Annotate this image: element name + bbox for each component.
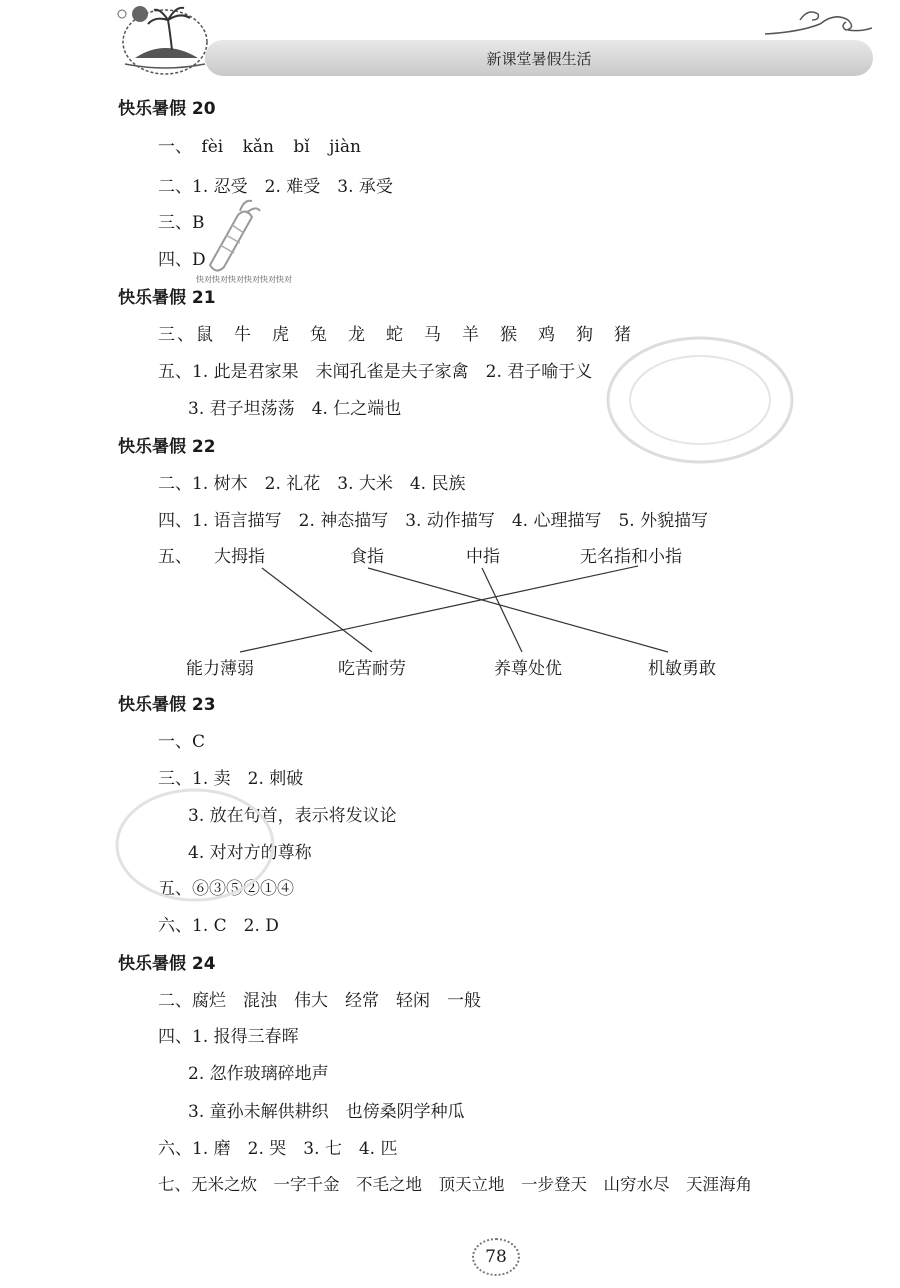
answer-line: 三、1. 卖 2. 刺破 [158, 769, 304, 789]
answer-line: 四、1. 语言描写 2. 神态描写 3. 动作描写 4. 心理描写 5. 外貌描写 [158, 511, 709, 531]
match-bottom-item: 养尊处优 [494, 659, 562, 679]
section-title-22: 快乐暑假 22 [118, 437, 216, 457]
answer-line: 2. 忽作玻璃碎地声 [188, 1064, 329, 1084]
answer-line: 七、无米之炊 一字千金 不毛之地 顶天立地 一步登天 山穷水尽 天涯海角 [158, 1175, 752, 1194]
answer-line: 三、B [158, 213, 205, 233]
answer-line: 3. 放在句首，表示将发议论 [188, 806, 397, 826]
section-title-24: 快乐暑假 24 [118, 954, 216, 974]
answer-line: 四、D [158, 250, 206, 270]
answer-line: 六、1. 磨 2. 哭 3. 七 4. 匹 [158, 1139, 398, 1159]
section-title-21: 快乐暑假 21 [118, 288, 216, 308]
match-bottom-item: 机敏勇敢 [648, 659, 716, 679]
section-title-20: 快乐暑假 20 [118, 99, 216, 119]
match-bottom-item: 能力薄弱 [186, 659, 254, 679]
pinyin-item: kǎn [242, 137, 274, 157]
answer-line: 3. 童孙未解供耕织 也傍桑阴学种瓜 [188, 1102, 465, 1122]
answer-line: 五、1. 此是君家果 未闻孔雀是夫子家禽 2. 君子喻于义 [158, 362, 593, 382]
page-number: 78 [472, 1238, 520, 1276]
pinyin-item: fèi [201, 137, 224, 157]
stamp-text: 快对快对快对快对快对快对 [196, 275, 292, 284]
answer-line: 二、1. 树木 2. 礼花 3. 大米 4. 民族 [158, 474, 466, 494]
pinyin-item: jiàn [329, 137, 361, 157]
answer-line: 一、C [158, 732, 206, 752]
header-title: 新课堂暑假生活 [486, 50, 592, 68]
answer-line: 3. 君子坦荡荡 4. 仁之端也 [188, 399, 402, 419]
line-label: 一、 [158, 137, 192, 157]
answer-line: 二、腐烂 混浊 伟大 经常 轻闲 一般 [158, 991, 481, 1011]
answer-line: 四、1. 报得三春晖 [158, 1027, 299, 1047]
answer-line: 4. 对对方的尊称 [188, 843, 312, 863]
match-line [368, 568, 668, 652]
match-top-item: 大拇指 [214, 547, 265, 567]
match-top-item: 中指 [466, 547, 500, 567]
pinyin-item: bǐ [293, 137, 310, 157]
section-title-23: 快乐暑假 23 [118, 695, 216, 715]
match-top-item: 食指 [350, 547, 384, 567]
match-line [262, 568, 372, 652]
answer-line: 五、⑥③⑤②①④ [158, 879, 294, 899]
answer-line: 三、鼠 牛 虎 兔 龙 蛇 马 羊 猴 鸡 狗 猪 [158, 325, 633, 345]
answer-line: 六、1. C 2. D [158, 916, 279, 936]
match-top-item: 无名指和小指 [580, 547, 682, 567]
answer-line: 五、 [158, 547, 192, 567]
answer-line: 二、1. 忍受 2. 难受 3. 承受 [158, 177, 393, 197]
match-bottom-item: 吃苦耐劳 [338, 659, 406, 679]
match-line [240, 566, 638, 652]
watermark-stamp-icon [110, 780, 280, 910]
